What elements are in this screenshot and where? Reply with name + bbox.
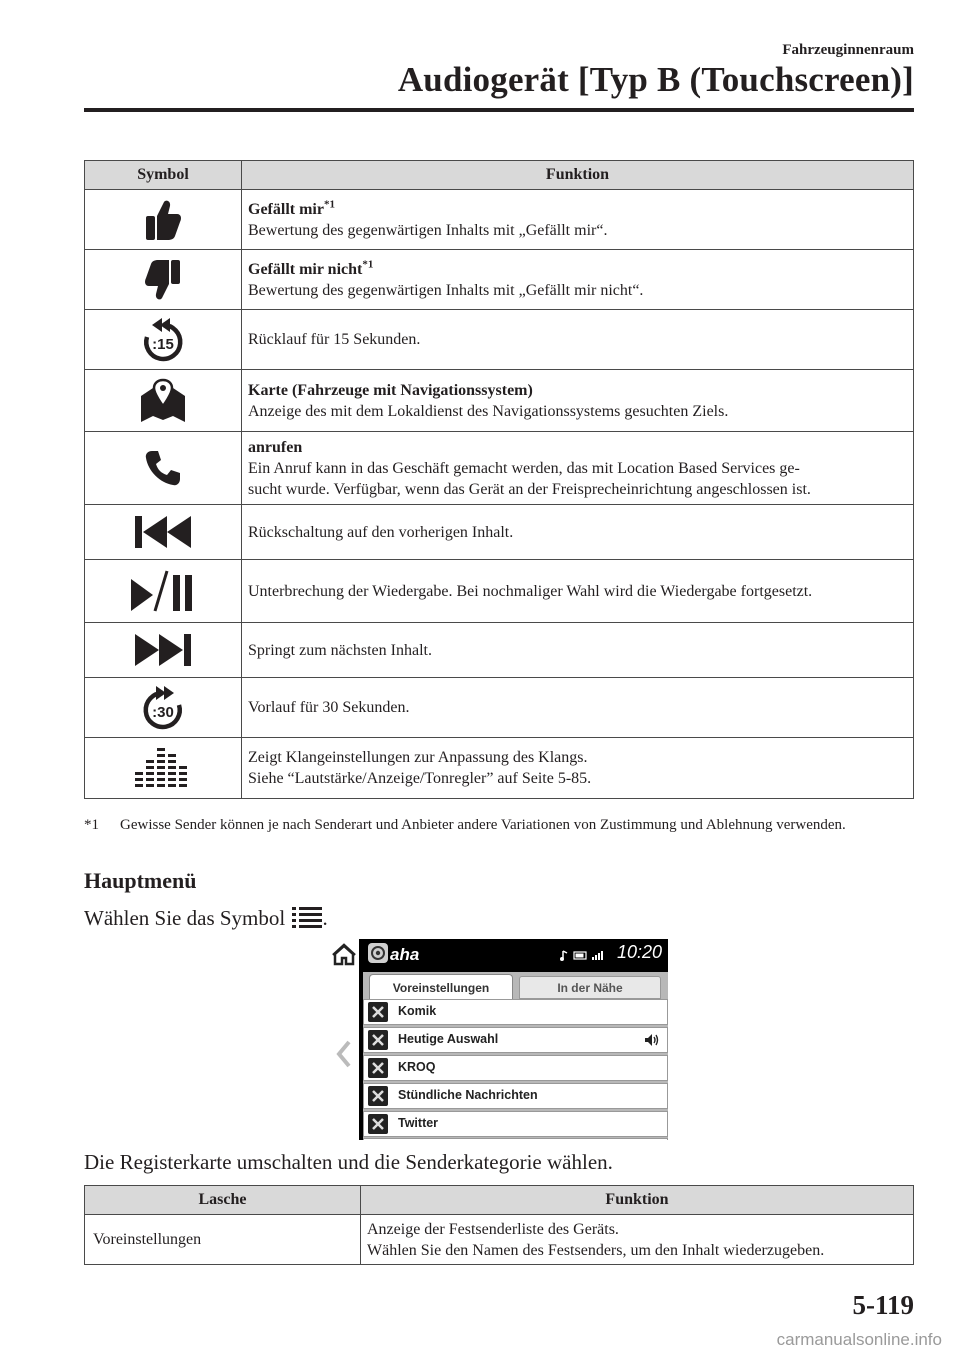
- symbol-cell: [85, 623, 242, 678]
- function-description: Zeigt Klangeinstellungen zur Anpassung des Klangs.: [248, 749, 588, 766]
- aha-logo-icon: [368, 943, 388, 963]
- screen-content: [363, 972, 668, 1140]
- function-cell: [242, 505, 914, 560]
- function-description: Vorlauf für 30 Sekunden.: [248, 699, 410, 716]
- function-description: Springt zum nächsten Inhalt.: [248, 641, 432, 659]
- list-item-label: Heutige Auswahl: [398, 1031, 499, 1046]
- home-icon: [329, 939, 359, 970]
- function-description: Unterbrechung der Wiedergabe. Bei nochmaliger Wahl wird die Wiedergabe fortgesetzt.: [248, 582, 813, 600]
- station-list: [363, 999, 668, 1140]
- symbol-cell: [85, 432, 242, 505]
- table-header-row: [85, 161, 914, 190]
- table-row: [85, 738, 914, 799]
- function-title: Karte (Fahrzeuge mit Navigationssystem): [248, 381, 533, 399]
- function-cell: [242, 370, 914, 432]
- symbol-cell: [85, 738, 242, 799]
- list-item[interactable]: [363, 1111, 668, 1137]
- back-strip[interactable]: [329, 970, 359, 1140]
- function-description: Rücklauf für 15 Sekunden.: [248, 331, 421, 348]
- symbol-cell: [85, 678, 242, 738]
- instruction-paragraph-2: Die Registerkarte umschalten und die Senderkategorie wählen.: [84, 1150, 613, 1174]
- forward-30-icon: [140, 683, 186, 733]
- section-label: Fahrzeuginnenraum: [782, 42, 914, 58]
- function-cell: [361, 1215, 914, 1265]
- chevron-left-icon: [329, 970, 359, 1140]
- list-item[interactable]: [363, 1083, 668, 1109]
- function-description: Bewertung des gegenwärtigen Inhalts mit „Gefällt mir“.: [248, 221, 608, 239]
- station-logo-icon: [368, 1114, 388, 1134]
- function-cell: [242, 250, 914, 310]
- station-logo-icon: [368, 1086, 388, 1106]
- table-row: [85, 190, 914, 250]
- function-description: Siehe “Lautstärke/Anzeige/Tonregler” auf Seite 5-85.: [248, 770, 592, 787]
- function-title: Gefällt mir nicht: [248, 260, 363, 278]
- skip-back-icon: [131, 512, 195, 552]
- play-pause-icon: [127, 567, 199, 615]
- symbol-cell: [85, 505, 242, 560]
- thumbs-up-icon: [143, 198, 183, 242]
- station-logo-icon: [368, 1030, 388, 1050]
- list-item[interactable]: [363, 999, 668, 1025]
- instruction-paragraph: [84, 906, 328, 931]
- symbol-cell: [85, 310, 242, 370]
- list-item[interactable]: [363, 1027, 668, 1053]
- station-logo-icon: [368, 1002, 388, 1022]
- footnote-ref: *1: [362, 258, 374, 271]
- table-row: [85, 310, 914, 370]
- function-description: Anzeige des mit dem Lokaldienst des Navigationssystems gesuchten Ziels.: [248, 402, 729, 420]
- list-item-label: KROQ: [398, 1059, 436, 1074]
- table-row: [85, 623, 914, 678]
- column-header-tab: Lasche: [85, 1186, 361, 1215]
- table-header-row: [85, 1186, 914, 1215]
- phone-icon: [143, 448, 183, 488]
- function-cell: [242, 623, 914, 678]
- symbol-table: [84, 160, 914, 799]
- column-header-function: Funktion: [361, 1186, 914, 1215]
- chapter-title: Audiogerät [Typ B (Touchscreen)]: [397, 60, 914, 99]
- function-cell: [242, 678, 914, 738]
- home-button[interactable]: [329, 939, 359, 970]
- column-header-function: Funktion: [242, 161, 914, 190]
- page-number: 5-119: [852, 1290, 914, 1320]
- footnote-text: Gewisse Sender können je nach Senderart und Anbieter andere Variationen von Zustimmung und Ablehnung verwenden.: [120, 817, 846, 833]
- status-icons: [560, 948, 606, 962]
- section-heading: Hauptmenü: [84, 868, 197, 893]
- function-description: sucht wurde. Verfügbar, wenn das Gerät an der Freisprecheinrichtung angeschlossen ist.: [248, 480, 811, 498]
- function-description: Bewertung des gegenwärtigen Inhalts mit „Gefällt mir nicht“.: [248, 281, 644, 299]
- function-description: Ein Anruf kann in das Geschäft gemacht werden, das mit Location Based Services ge-: [248, 459, 800, 477]
- symbol-cell: [85, 250, 242, 310]
- function-cell: [242, 432, 914, 505]
- speaker-icon: [643, 1032, 659, 1048]
- equalizer-icon: [133, 746, 193, 790]
- table-row: [85, 432, 914, 505]
- function-cell: [242, 310, 914, 370]
- function-description: Anzeige der Festsenderliste des Geräts.: [367, 1220, 619, 1238]
- tab-in-der-naehe[interactable]: In der Nähe: [519, 976, 661, 999]
- tab-voreinstellungen[interactable]: Voreinstellungen: [369, 974, 513, 1000]
- function-cell: [242, 190, 914, 250]
- watermark: carmanualsonline.info: [776, 1330, 942, 1349]
- svg-text::30: :30: [152, 703, 174, 721]
- function-title: Gefällt mir: [248, 200, 324, 218]
- list-item-label: Twitter: [398, 1115, 439, 1130]
- list-item[interactable]: [363, 1055, 668, 1081]
- head-unit-screenshot: [329, 939, 668, 1140]
- table-row: [85, 1215, 914, 1265]
- list-item[interactable]: [363, 1138, 668, 1140]
- symbol-cell: [85, 190, 242, 250]
- footnote-ref: *1: [323, 198, 335, 211]
- function-description: Rückschaltung auf den vorherigen Inhalt.: [248, 523, 514, 541]
- tab-table: [84, 1185, 914, 1265]
- symbol-cell: [85, 370, 242, 432]
- function-cell: [242, 560, 914, 623]
- table-row: [85, 505, 914, 560]
- svg-text::15: :15: [152, 335, 174, 353]
- table-row: [85, 560, 914, 623]
- function-description: Wählen Sie den Namen des Festsenders, um den Inhalt wiederzugeben.: [367, 1241, 825, 1259]
- list-menu-icon: [292, 906, 322, 928]
- table-row: [85, 678, 914, 738]
- function-cell: [242, 738, 914, 799]
- list-item-label: Stündliche Nachrichten: [398, 1087, 538, 1102]
- instruction-text: Wählen Sie das Symbol: [84, 906, 286, 930]
- thumbs-down-icon: [143, 258, 183, 302]
- rewind-15-icon: [140, 315, 186, 365]
- footnote-mark: *1: [84, 817, 99, 833]
- column-header-symbol: Symbol: [85, 161, 242, 190]
- list-item-label: Komik: [398, 1004, 437, 1018]
- map-pin-icon: [139, 378, 187, 424]
- symbol-cell: [85, 560, 242, 623]
- station-logo-icon: [368, 1058, 388, 1078]
- clock: 10:20: [616, 942, 662, 962]
- app-name: aha: [390, 945, 420, 964]
- instruction-end: .: [322, 906, 328, 930]
- header-rule: [84, 108, 914, 112]
- table-row: [85, 250, 914, 310]
- function-title: anrufen: [248, 438, 303, 456]
- skip-forward-icon: [131, 630, 195, 670]
- table-row: [85, 370, 914, 432]
- tab-name-cell: Voreinstellungen: [85, 1215, 361, 1265]
